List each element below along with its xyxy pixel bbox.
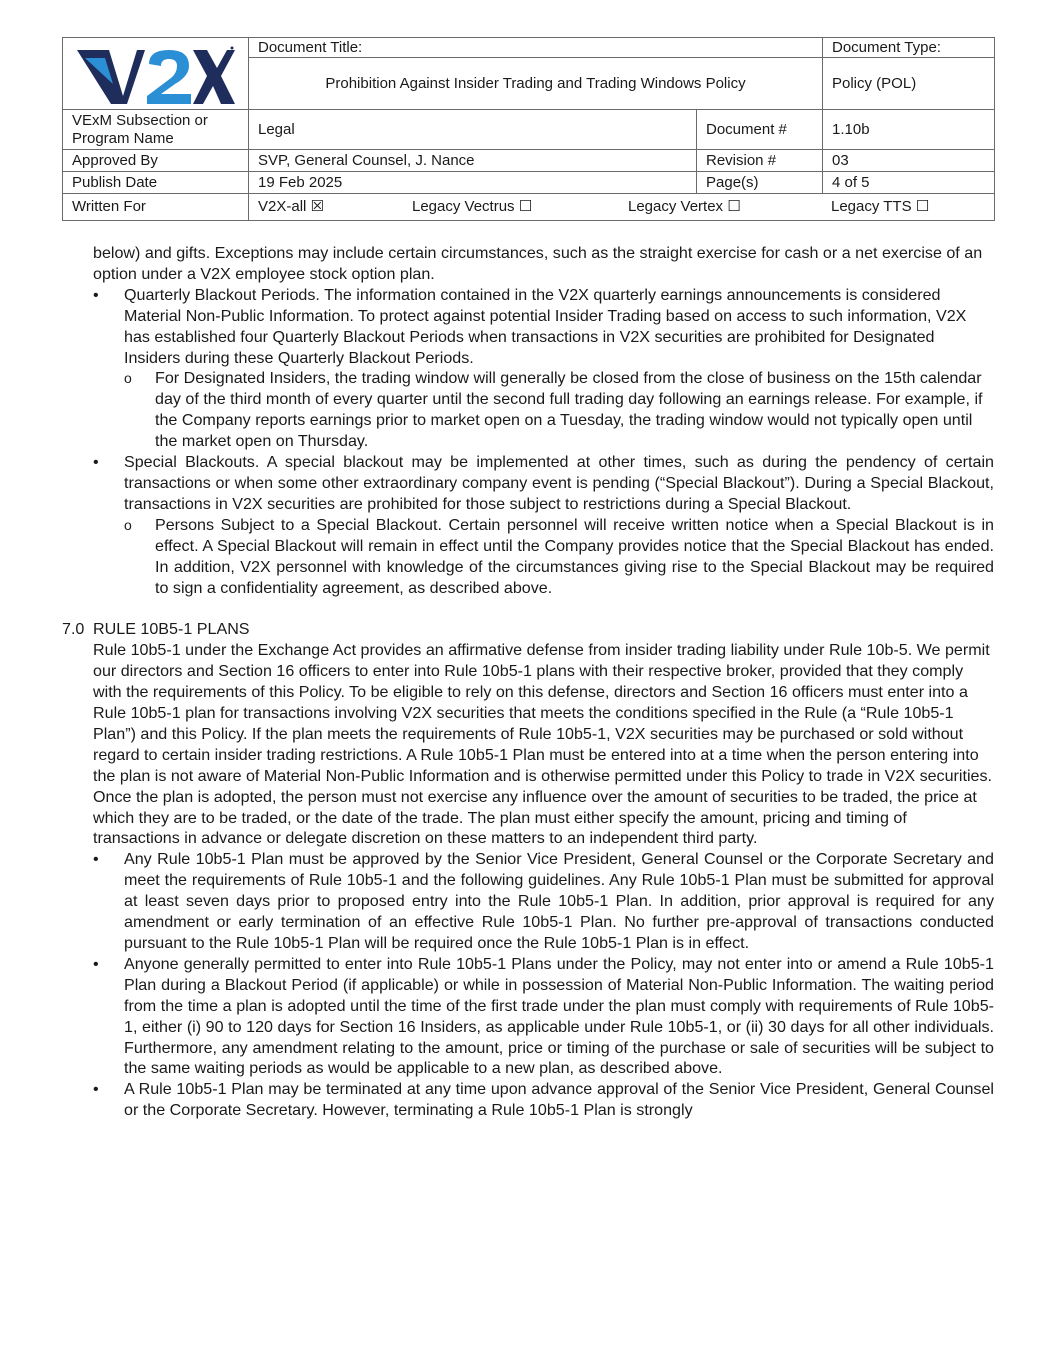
bullet-title: Quarterly Blackout Periods. — [124, 285, 320, 304]
approved-value: SVP, General Counsel, J. Nance — [258, 151, 475, 169]
bullet-title: Special Blackouts. — [124, 453, 260, 472]
section-number: 7.0 — [62, 620, 85, 639]
approved-label: Approved By — [72, 151, 158, 169]
publish-label: Publish Date — [72, 173, 158, 191]
revision-cell — [823, 150, 995, 172]
bullet-text: A special blackout may be implemented at other times, such as during the pendency of certain transactions or when some other extraordinary company event is pending (“Special Blackout”). During a Special Blackout, transactions in V2X securities are prohibited for those subject to restrictions during a Special Blackout. — [124, 453, 994, 513]
option-v2x-all: V2X-all ☒ — [258, 198, 324, 215]
revision-label-cell — [697, 150, 823, 172]
doc-num-cell — [823, 110, 995, 150]
list-item: • A Rule 10b5-1 Plan may be terminated at any time upon advance approval of the Senior Vice President, General Counsel or the Corporate Secretary. However, terminating a Rule 10b5-1 Plan is strongly — [62, 1079, 994, 1121]
sub-list-item: o For Designated Insiders, the trading window will generally be closed from the close of business on the 15th calendar day of the third month of every quarter until the second full trading day following an earnings release. For example, if the Company reports earnings prior to market open on a Tuesday, the trading window would not typically open until the market open on Thursday. — [124, 368, 994, 452]
pages-value: 4 of 5 — [832, 173, 870, 191]
list-item — [62, 285, 994, 452]
bullet-text: The information contained in the V2X quarterly earnings announcements is considered Material Non-Public Information. To protect against potential Insider Trading based on access to such information, V2X has established four Quarterly Blackout Periods when transactions in V2X securities are prohibited for Designated Insiders during these Quarterly Blackout Periods. — [124, 285, 967, 367]
rule-bullet-list — [62, 849, 994, 1121]
written-label-cell — [63, 194, 249, 221]
doc-type-label-cell — [823, 38, 995, 58]
section-intro: Rule 10b5-1 under the Exchange Act provides an affirmative defense from insider trading liability under Rule 10b-5. We permit our directors and Section 16 officers to enter into Rule 10b5-1 plans with their respective broker, provided that they comply with the requirements of this Policy. To be eligible to rely on this defense, directors and Section 16 officers must enter into a Rule 10b5-1 plan for transactions involving V2X securities that meets the conditions specified in the Rule (a “Rule 10b5-1 Plan”) and this Policy. If the plan meets the requirements of Rule 10b5-1, V2X securities may be purchased or sold without regard to certain insider trading restrictions. A Rule 10b5-1 Plan must be entered into at a time when the person entering into the plan is not aware of Material Non-Public Information and is otherwise permitted under this Policy to trade in V2X securities. Once the plan is adopted, the person must not exercise any influence over the amount of securities to be traded, the price at which they are to be traded, or the date of the trade. The plan must either specify the amount, pricing and timing of transactions in advance or delegate discretion on these matters to an independent third party. — [93, 641, 993, 848]
revision-value: 03 — [832, 151, 849, 169]
subsection-label-cell — [63, 110, 249, 150]
list-item — [62, 452, 994, 598]
approved-label-cell — [63, 150, 249, 172]
option-legacy-tts: Legacy TTS ☐ — [831, 198, 930, 215]
doc-title-label: Document Title: — [258, 38, 363, 56]
doc-type-cell — [823, 58, 995, 110]
list-item: • Any Rule 10b5-1 Plan must be approved by the Senior Vice President, General Counsel or the Corporate Secretary and meet the requirements of Rule 10b5-1 and the following guidelines. Any Rule 10b5-1 Plan must be submitted for approval at least seven days prior to proposed entry into the Rule 10b5-1 Plan. In addition, prior approval is required for any amendment or early termination of an effective Rule 10b5-1 Plan. No further pre-approval of transactions conducted pursuant to the Rule 10b5-1 Plan will be required once the Rule 10b5-1 Plan is in effect. — [62, 849, 994, 954]
v2x-logo — [75, 44, 237, 108]
doc-num-label-cell — [697, 110, 823, 150]
doc-type: Policy (POL) — [832, 74, 917, 92]
doc-title-cell — [249, 58, 823, 110]
section-heading — [62, 619, 994, 640]
sub-list — [124, 515, 994, 599]
subsection-label: VExM Subsection or Program Name — [72, 111, 208, 147]
approved-cell — [249, 150, 697, 172]
revision-label: Revision # — [706, 151, 777, 169]
list-item: • Anyone generally permitted to enter into Rule 10b5-1 Plans under the Policy, may not enter into or amend a Rule 10b5-1 Plan during a Blackout Period (if applicable) or while in possession of Material Non-Public Information. The waiting period from the time a plan is adopted until the time of the first trade under the plan must comply with requirements of Rule 10b5-1, either (i) 90 to 120 days for Section 16 Insiders, as applicable under Rule 10b5-1, or (ii) 30 days for all other individuals. Furthermore, any amendment relating to the amount, price or timing of the purchase or sale of securities will be subject to the same waiting periods as would be applicable to a new plan, as described above. — [62, 954, 994, 1079]
blackout-list — [62, 285, 994, 599]
pages-label-cell — [697, 172, 823, 194]
doc-title-label-cell — [249, 38, 823, 58]
sub-list — [124, 368, 994, 452]
document-header-table — [62, 37, 995, 221]
option-legacy-vectrus: Legacy Vectrus ☐ — [412, 198, 533, 215]
publish-label-cell — [63, 172, 249, 194]
publish-value: 19 Feb 2025 — [258, 173, 343, 191]
section-title: RULE 10B5-1 PLANS — [93, 620, 250, 639]
option-legacy-vertex: Legacy Vertex ☐ — [628, 198, 741, 215]
pages-label: Page(s) — [706, 173, 759, 191]
written-for-options — [249, 194, 995, 221]
subsection-cell — [249, 110, 697, 150]
sub-list-item: o Persons Subject to a Special Blackout. Certain personnel will receive written notice when a Special Blackout is in effect. A Special Blackout will remain in effect until the Company provides notice that the Special Blackout has ended. In addition, V2X personnel with knowledge of the circumstances giving rise to the Special Blackout may be required to sign a confidentiality agreement, as described above. — [124, 515, 994, 599]
logo-cell — [63, 38, 249, 110]
doc-num-label: Document # — [706, 120, 787, 138]
doc-type-label: Document Type: — [832, 38, 941, 56]
subsection-value: Legal — [258, 120, 295, 138]
continuation-paragraph: below) and gifts. Exceptions may include certain circumstances, such as the straight exercise for cash or a net exercise of an option under a V2X employee stock option plan. — [93, 244, 983, 283]
document-body — [62, 243, 994, 1121]
written-label: Written For — [72, 198, 146, 215]
doc-title: Prohibition Against Insider Trading and Trading Windows Policy — [325, 74, 746, 92]
doc-num-value: 1.10b — [832, 120, 870, 138]
pages-cell — [823, 172, 995, 194]
publish-cell — [249, 172, 697, 194]
